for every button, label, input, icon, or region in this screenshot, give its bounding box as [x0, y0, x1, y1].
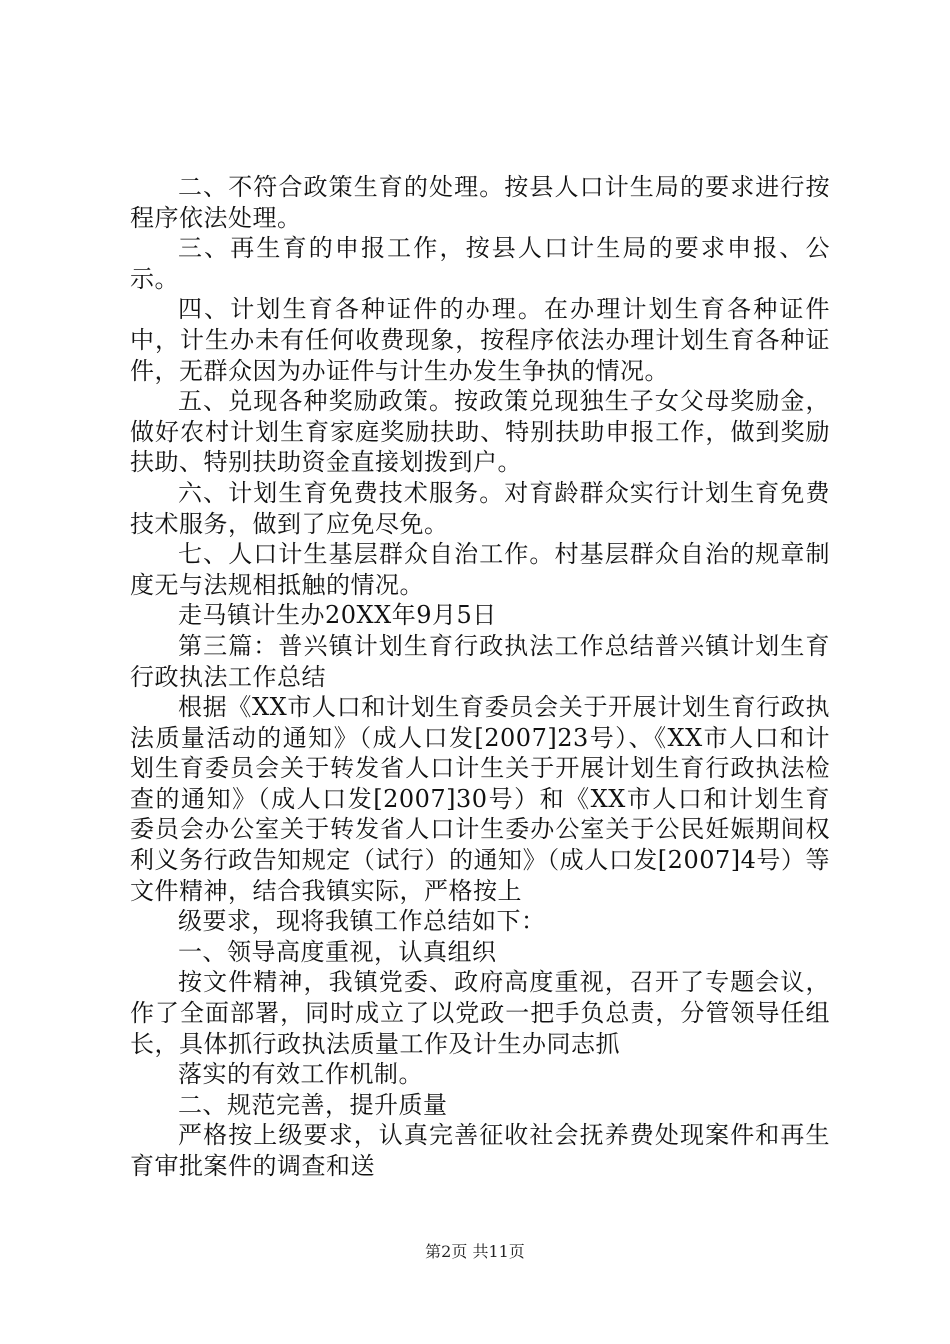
paragraph-item-4: 四、计划生育各种证件的办理。在办理计划生育各种证件中，计生办未有任何收费现象，按程序依法办理计划生育各种证件，无群众因为办证件与计生办发生争执的情况。: [130, 295, 830, 385]
heading-leadership: 一、领导高度重视，认真组织: [178, 937, 497, 966]
paragraph-item-5: 五、兑现各种奖励政策。按政策兑现独生子女父母奖励金，做好农村计划生育家庭奖励扶助、特别扶助申报工作，做到奖励扶助、特别扶助资金直接划拨到户。: [130, 387, 830, 477]
paragraph-item-2: 二、不符合政策生育的处理。按县人口计生局的要求进行按程序依法处理。: [130, 173, 830, 232]
heading-standardize: 二、规范完善，提升质量: [178, 1090, 448, 1119]
section-title: 第三篇：普兴镇计划生育行政执法工作总结普兴镇计划生育行政执法工作总结: [130, 631, 830, 691]
signature-line: 走马镇计生办20XX年9月5日: [178, 601, 497, 630]
paragraph-item-3: 三、再生育的申报工作，按县人口计生局的要求申报、公示。: [130, 234, 830, 293]
paragraph-item-6: 六、计划生育免费技术服务。对育龄群众实行计划生育免费技术服务，做到了应免尽免。: [130, 478, 830, 538]
intro-continuation: 级要求，现将我镇工作总结如下：: [178, 907, 546, 936]
document-body: [130, 172, 830, 1182]
leadership-continuation: 落实的有效工作机制。: [178, 1060, 423, 1089]
page-number-footer: 第2页 共11页: [425, 1242, 525, 1261]
intro-paragraph: 根据《XX市人口和计划生育委员会关于开展计划生育行政执法质量活动的通知》（成人口发[2007]23号）、《XX市人口和计划生育委员会关于转发省人口计生关于开展计划生育行政执法检查的通知》（成人口发[2007]30号）和《XX市人口和计划生育委员会办公室关于转发省人口计生委办公室关于公民妊娠期间权利义务行政告知规定（试行）的通知》（成人口发[2007]4号）等文件精神，结合我镇实际，严格按上: [130, 693, 830, 905]
leadership-paragraph: 按文件精神，我镇党委、政府高度重视，召开了专题会议，作了全面部署，同时成立了以党政一把手负总责，分管领导任组长，具体抓行政执法质量工作及计生办同志抓: [130, 968, 830, 1058]
standardize-paragraph: 严格按上级要求，认真完善征收社会抚养费处现案件和再生育审批案件的调查和送: [130, 1121, 830, 1180]
paragraph-item-7: 七、人口计生基层群众自治工作。村基层群众自治的规章制度无与法规相抵触的情况。: [130, 540, 830, 599]
